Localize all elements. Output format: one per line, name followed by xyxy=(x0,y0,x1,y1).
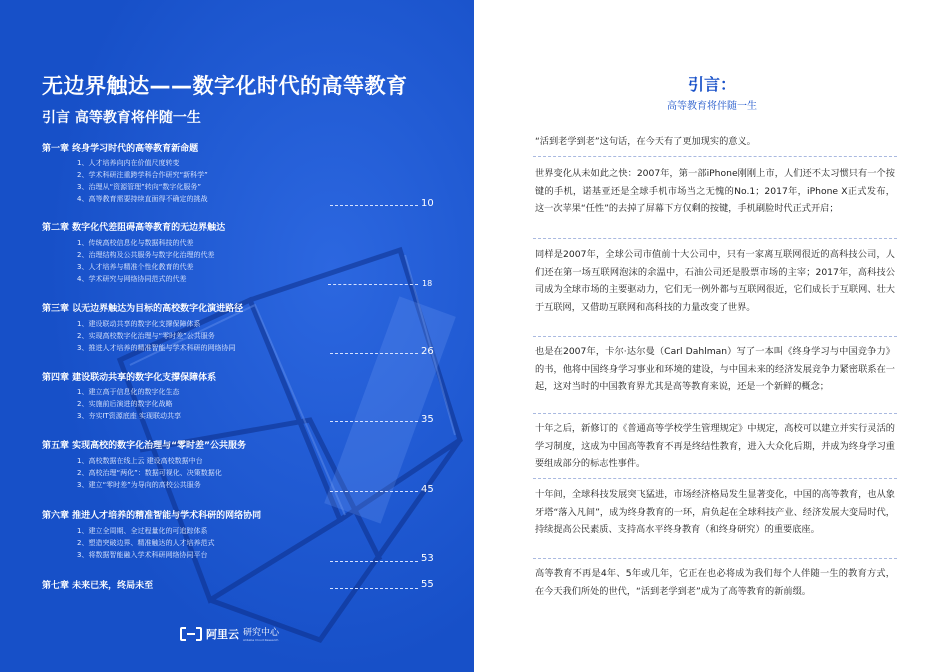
toc-item[interactable]: 1、传统高校信息化与数据科技的代差 xyxy=(77,239,194,247)
paragraph-divider xyxy=(533,238,897,239)
toc-page-number[interactable]: 18 xyxy=(422,279,433,288)
alibaba-cloud-logo xyxy=(180,625,279,642)
toc-leader-line xyxy=(330,205,418,206)
toc-item[interactable]: 1、高校数据在线上云 建设高校数据中台 xyxy=(77,457,203,465)
logo-brand-text: 阿里云 xyxy=(206,627,239,641)
paragraph-divider xyxy=(533,413,897,414)
toc-leader-line xyxy=(330,491,418,492)
toc-item[interactable]: 1、建立全周期、全过程量化的可追踪体系 xyxy=(77,527,208,535)
toc-item[interactable]: 2、实施前后演进的数字化战略 xyxy=(77,400,173,408)
toc-page-number[interactable]: 55 xyxy=(421,579,434,590)
toc-item[interactable]: 3、将数据智能融入学术科研网络协同平台 xyxy=(77,551,208,559)
toc-item[interactable]: 2、治理结构及公共服务与数字化治理的代差 xyxy=(77,251,215,259)
toc-item[interactable]: 1、建设联动共享的数字化支撑保障体系 xyxy=(77,320,201,328)
intro-paragraph-5: 十年之后，新修订的《普通高等学校学生管理规定》中规定，高校可以建立并实行灵活的学习制度，这成为中国高等教育不再是终结性教育，进入大众化后期，并成为终身学习重要组成部分的标志性事件。 xyxy=(535,423,895,469)
logo-sub-text: 研究中心 xyxy=(243,628,280,638)
toc-subtitle: 引言 高等教育将伴随一生 xyxy=(42,110,201,126)
document-title: 无边界触达——数字化时代的高等教育 xyxy=(42,74,408,98)
logo-tiny-text: Alibaba Cloud Research xyxy=(243,638,279,642)
intro-paragraph-6: 十年间，全球科技发展突飞猛进，市场经济格局发生显著变化，中国的高等教育，也从象牙塔“落入凡间”，成为终身教育的一环，肩负起在全球科技产业、经济发展大变局时代，持续提高公民素质、支持高水平终身教育（和终身研究）的重要底座。 xyxy=(535,489,895,535)
intro-title: 引言： xyxy=(687,75,736,94)
toc-item[interactable]: 2、学术科研注重跨学科合作研究“新科学” xyxy=(77,171,208,179)
toc-leader-line xyxy=(330,421,418,422)
toc-item[interactable]: 1、人才培养向内在价值尺度转变 xyxy=(77,159,180,167)
toc-page-number[interactable]: 53 xyxy=(421,553,434,564)
toc-page-number[interactable]: 26 xyxy=(421,346,434,357)
toc-chapter-2[interactable]: 第二章 数字化代差阻碍高等教育的无边界触达 xyxy=(42,223,226,233)
toc-item[interactable]: 2、高校治理“两化”：数据可视化、决策数据化 xyxy=(77,469,222,477)
toc-page-number[interactable]: 10 xyxy=(421,198,434,209)
intro-paragraph-2: 世界变化从未如此之快：2007年，第一部iPhone刚刚上市，人们还不太习惯只有一个按键的手机，诺基亚还是全球手机市场当之无愧的No.1；2017年，iPhone X正式发布，这一次苹果“任性”的去掉了屏幕下方仅剩的按键，手机刷脸时代正式开启； xyxy=(535,168,895,214)
toc-item[interactable]: 2、塑造突破边界、精准触达的人才培养范式 xyxy=(77,539,215,547)
toc-item[interactable]: 3、夯实IT资源底座 实现联动共享 xyxy=(77,412,182,420)
alibaba-cloud-logo-icon xyxy=(180,627,202,641)
toc-item[interactable]: 4、高等教育需要持续直面得不确定的挑战 xyxy=(77,195,208,203)
paragraph-divider xyxy=(533,478,897,479)
toc-item[interactable]: 2、实现高校数字化治理与“零时差”公共服务 xyxy=(77,332,215,340)
toc-leader-line xyxy=(330,353,418,354)
toc-chapter-1[interactable]: 第一章 终身学习时代的高等教育新命题 xyxy=(42,144,199,154)
toc-item[interactable]: 1、建立高于信息化的数字化生态 xyxy=(77,388,180,396)
intro-paragraph-1: “活到老学到老”这句话，在今天有了更加现实的意义。 xyxy=(535,136,756,147)
background-artwork xyxy=(0,0,474,672)
toc-item[interactable]: 3、推进人才培养的精准智能与学术科研的网络协同 xyxy=(77,344,236,352)
toc-item[interactable]: 3、建立“零时差”为导向的高校公共服务 xyxy=(77,481,201,489)
toc-leader-line xyxy=(328,284,418,285)
toc-item[interactable]: 4、学术研究与网络协同范式的代差 xyxy=(77,275,187,283)
toc-panel xyxy=(0,0,474,672)
toc-leader-line xyxy=(330,561,418,562)
toc-page-number[interactable]: 45 xyxy=(421,484,434,495)
toc-chapter-6[interactable]: 第六章 推进人才培养的精准智能与学术科研的网络协同 xyxy=(42,511,262,521)
paragraph-divider xyxy=(533,558,897,559)
toc-chapter-5[interactable]: 第五章 实现高校的数字化治理与“零时差”公共服务 xyxy=(42,441,246,451)
logo-sub-group xyxy=(243,625,279,642)
toc-item[interactable]: 3、治理从“资源管理”转向“数字化服务” xyxy=(77,183,201,191)
intro-paragraph-7: 高等教育不再是4年、5年或几年，它正在也必将成为我们每个人伴随一生的教育方式，在今天我们所处的世代，“活到老学到老”成为了高等教育的新前缀。 xyxy=(535,568,895,597)
paragraph-divider xyxy=(533,156,897,157)
intro-paragraph-3: 同样是2007年，全球公司市值前十大公司中，只有一家离互联网很近的高科技公司，人们还在第一场互联网泡沫的余温中，石油公司还是股票市场的主宰；2017年，高科技公司成为全球市场的主要驱动力，它们无一例外都与互联网很近，它们成长于互联网、壮大于互联网，又借助互联网和高科技的力量改变了世界。 xyxy=(535,249,895,313)
toc-page-number[interactable]: 35 xyxy=(421,414,434,425)
intro-paragraph-4: 也是在2007年，卡尔·达尔曼（Carl Dahlman）写了一本叫《终身学习与中国竞争力》的书，他将中国终身学习事业和环境的建设，与中国未来的经济发展竞争力紧密联系在一起，这对当时的中国教育界尤其是高等教育来说，还是一个新鲜的概念； xyxy=(535,346,895,392)
toc-chapter-4[interactable]: 第四章 建设联动共享的数字化支撑保障体系 xyxy=(42,373,217,383)
paragraph-divider xyxy=(533,336,897,337)
toc-chapter-3[interactable]: 第三章 以无边界触达为目标的高校数字化演进路径 xyxy=(42,304,244,314)
toc-leader-line xyxy=(330,588,418,589)
intro-subtitle: 高等教育将伴随一生 xyxy=(667,101,757,112)
intro-panel xyxy=(474,0,950,672)
toc-chapter-7[interactable]: 第七章 未来已来，终局未至 xyxy=(42,581,154,591)
toc-item[interactable]: 3、人才培养与精准个性化教育的代差 xyxy=(77,263,194,271)
